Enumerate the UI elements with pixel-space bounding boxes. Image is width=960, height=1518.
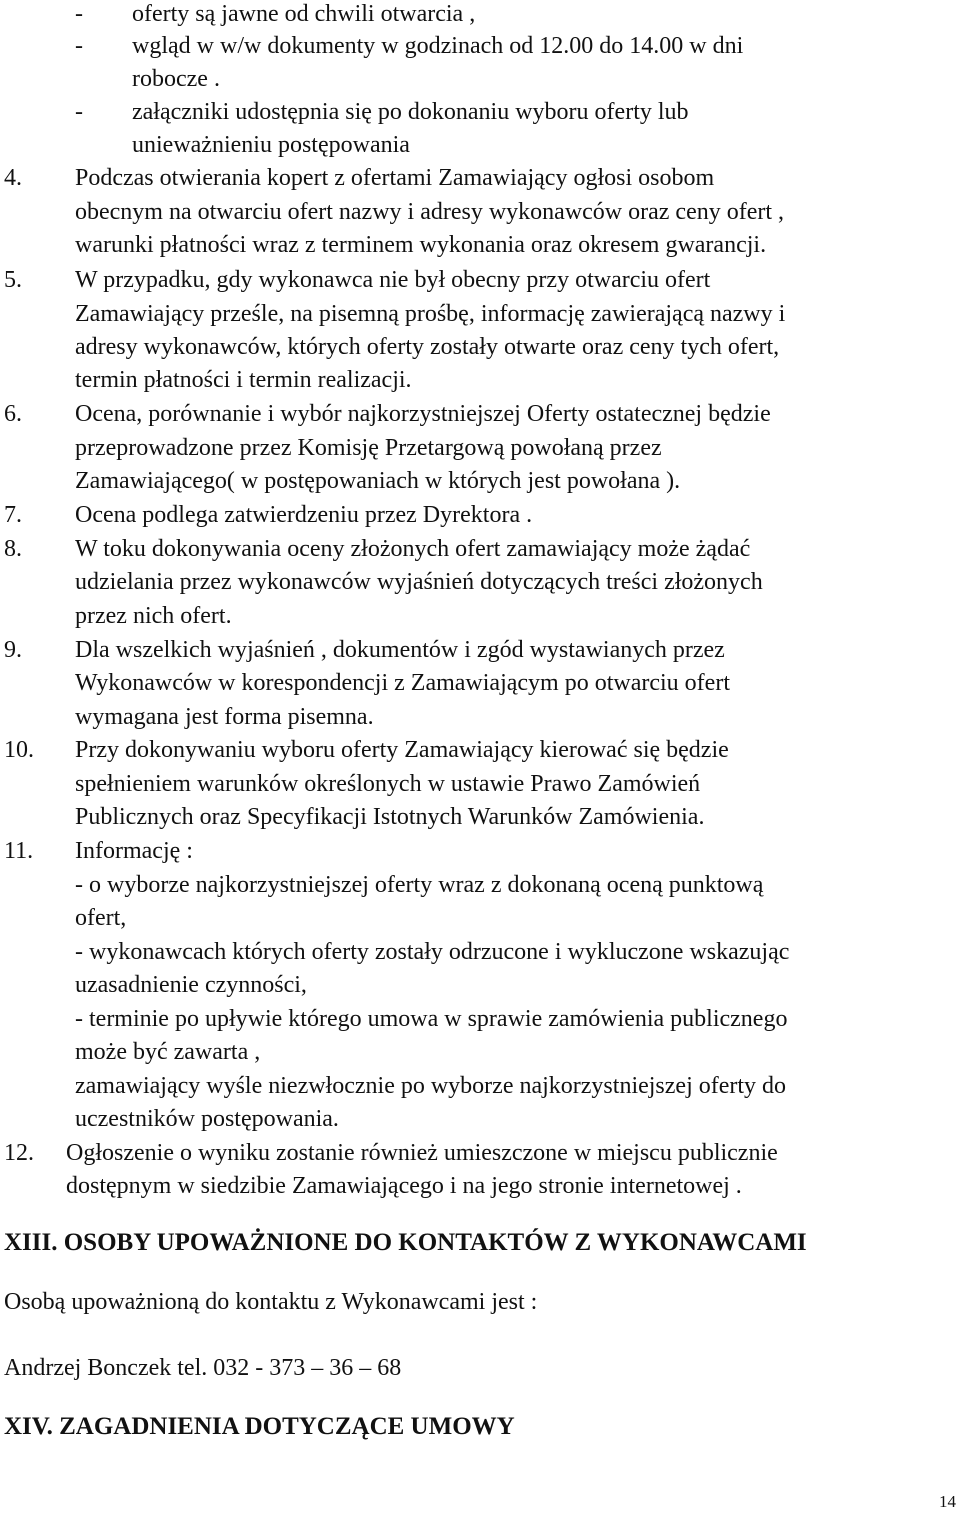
item-6-line: Zamawiającego( w postępowaniach w których jest powołana ). (75, 468, 681, 494)
item-number-4: 4. (4, 165, 22, 191)
intro-line: wgląd w w/w dokumenty w godzinach od 12.00 do 14.00 w dni (132, 33, 744, 59)
item-number-12: 12. (4, 1140, 34, 1166)
item-5-line: Zamawiający prześle, na pisemną prośbę, informację zawierającą nazwy i (75, 301, 786, 327)
item-10-line: Przy dokonywaniu wyboru oferty Zamawiający kierować się będzie (75, 737, 729, 763)
item-number-6: 6. (4, 401, 22, 427)
item-12-line: Ogłoszenie o wyniku zostanie również umieszczone w miejscu publicznie (66, 1140, 778, 1166)
intro-dash-2: - (75, 33, 83, 59)
contact-intro: Osobą upoważnioną do kontaktu z Wykonawcami jest : (4, 1289, 538, 1315)
item-11-line: - o wyborze najkorzystniejszej oferty wraz z dokonaną oceną punktową (75, 872, 764, 898)
item-8-line: W toku dokonywania oceny złożonych ofert zamawiający może żądać (75, 536, 751, 562)
item-7-line: Ocena podlega zatwierdzeniu przez Dyrektora . (75, 502, 533, 528)
intro-line: oferty są jawne od chwili otwarcia , (132, 1, 476, 27)
item-8-line: przez nich ofert. (75, 603, 232, 629)
item-9-line: Dla wszelkich wyjaśnień , dokumentów i zgód wystawianych przez (75, 637, 725, 663)
item-5-line: termin płatności i termin realizacji. (75, 367, 412, 393)
contact-person: Andrzej Bonczek tel. 032 - 373 – 36 – 68 (4, 1355, 402, 1381)
item-11-line: ofert, (75, 905, 127, 931)
item-6-line: Ocena, porównanie i wybór najkorzystniejszej Oferty ostatecznej będzie (75, 401, 771, 427)
page-number: 14 (939, 1492, 956, 1511)
item-4-line: obecnym na otwarciu ofert nazwy i adresy wykonawców oraz ceny ofert , (75, 199, 785, 225)
intro-dash-1: - (75, 1, 83, 27)
item-number-11: 11. (4, 838, 34, 864)
item-12-line: dostępnym w siedzibie Zamawiającego i na jego stronie internetowej . (66, 1173, 742, 1199)
item-9-line: wymagana jest forma pisemna. (75, 704, 374, 730)
item-11-line: uczestników postępowania. (75, 1106, 339, 1132)
item-5-line: W przypadku, gdy wykonawca nie był obecny przy otwarciu ofert (75, 267, 711, 293)
intro-line: robocze . (132, 66, 220, 92)
item-8-line: udzielania przez wykonawców wyjaśnień dotyczących treści złożonych (75, 569, 763, 595)
intro-line: unieważnieniu postępowania (132, 132, 410, 158)
item-10-line: spełnieniem warunków określonych w ustawie Prawo Zamówień (75, 771, 701, 797)
item-6-line: przeprowadzone przez Komisję Przetargową powołaną przez (75, 435, 662, 461)
item-number-10: 10. (4, 737, 34, 763)
item-11-line: Informację : (75, 838, 193, 864)
item-10-line: Publicznych oraz Specyfikacji Istotnych Warunków Zamówienia. (75, 804, 705, 830)
item-number-5: 5. (4, 267, 22, 293)
item-number-9: 9. (4, 637, 22, 663)
item-5-line: adresy wykonawców, których oferty zostały otwarte oraz ceny tych ofert, (75, 334, 780, 360)
section-heading-xiv: XIV. ZAGADNIENIA DOTYCZĄCE UMOWY (4, 1413, 515, 1440)
item-11-line: - terminie po upływie którego umowa w sprawie zamówienia publicznego (75, 1006, 788, 1032)
item-11-line: uzasadnienie czynności, (75, 972, 307, 998)
item-number-8: 8. (4, 536, 22, 562)
intro-dash-3: - (75, 99, 83, 125)
item-4-line: warunki płatności wraz z terminem wykonania oraz okresem gwarancji. (75, 232, 767, 258)
intro-line: załączniki udostępnia się po dokonaniu wyboru oferty lub (132, 99, 689, 125)
item-9-line: Wykonawców w korespondencji z Zamawiającym po otwarciu ofert (75, 670, 730, 696)
item-4-line: Podczas otwierania kopert z ofertami Zamawiający ogłosi osobom (75, 165, 715, 191)
item-number-7: 7. (4, 502, 22, 528)
section-heading-xiii: XIII. OSOBY UPOWAŻNIONE DO KONTAKTÓW Z WYKONAWCAMI (4, 1229, 807, 1256)
item-11-line: może być zawarta , (75, 1039, 261, 1065)
item-11-line: - wykonawcach których oferty zostały odrzucone i wykluczone wskazując (75, 939, 790, 965)
item-11-line: zamawiający wyśle niezwłocznie po wyborze najkorzystniejszej oferty do (75, 1073, 787, 1099)
